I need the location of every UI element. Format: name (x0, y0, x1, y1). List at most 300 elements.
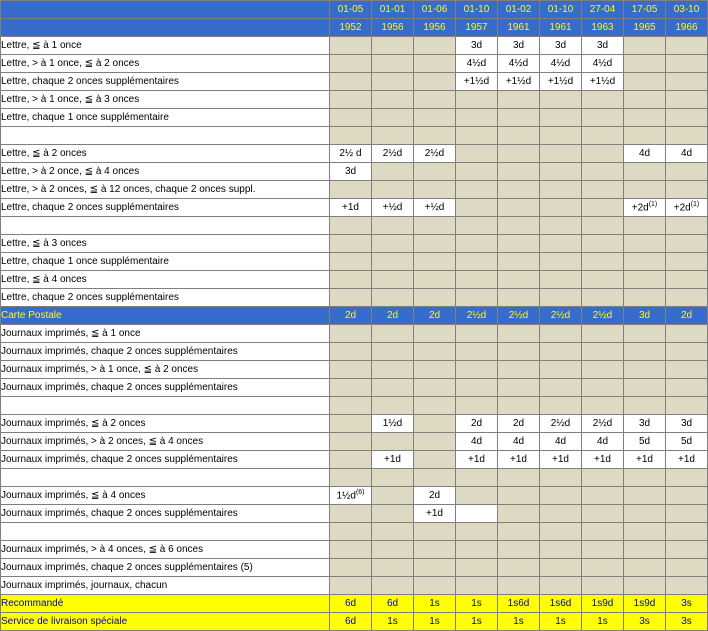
rate-cell (330, 55, 372, 73)
rate-cell (624, 559, 666, 577)
table-row (1, 541, 708, 559)
row-label: Journaux imprimés, ≦ à 1 once (1, 325, 330, 343)
rate-cell (456, 325, 498, 343)
row-label: Journaux imprimés, chaque 2 onces supplémentaires (1, 379, 330, 397)
rate-cell (456, 91, 498, 109)
rate-cell (372, 163, 414, 181)
rate-cell (666, 163, 708, 181)
rate-cell (624, 271, 666, 289)
rate-cell (624, 343, 666, 361)
rate-cell (498, 217, 540, 235)
rate-cell (624, 37, 666, 55)
rate-cell (540, 289, 582, 307)
rate-cell (414, 361, 456, 379)
rate-cell (372, 217, 414, 235)
rate-cell (456, 217, 498, 235)
rate-cell (540, 559, 582, 577)
rate-cell: 3d (666, 415, 708, 433)
row-label (1, 469, 330, 487)
rate-cell: 3d (582, 37, 624, 55)
rate-cell (498, 361, 540, 379)
row-label: Lettre, ≦ à 3 onces (1, 235, 330, 253)
rate-cell (372, 523, 414, 541)
rate-cell (498, 163, 540, 181)
row-label: Journaux imprimés, chaque 2 onces supplémentaires (1, 343, 330, 361)
rate-cell (666, 397, 708, 415)
rate-cell: +1d (414, 505, 456, 523)
table-row (1, 145, 708, 163)
rate-cell (372, 91, 414, 109)
rate-cell: 6d (372, 595, 414, 613)
rate-cell (666, 37, 708, 55)
rate-cell (582, 469, 624, 487)
rate-cell (414, 73, 456, 91)
rate-cell (414, 55, 456, 73)
column-header-year-5: 1961 (498, 19, 540, 37)
rate-cell (624, 181, 666, 199)
rate-cell (414, 523, 456, 541)
row-label: Service de livraison spéciale (1, 613, 330, 631)
row-label: Journaux imprimés, > à 4 onces, ≦ à 6 onces (1, 541, 330, 559)
rate-cell (582, 379, 624, 397)
column-header-date-top-4: 01-10 (456, 1, 498, 19)
rate-cell (456, 469, 498, 487)
row-label: Journaux imprimés, ≦ à 2 onces (1, 415, 330, 433)
row-label: Recommandé (1, 595, 330, 613)
table-row (1, 127, 708, 145)
rate-cell (624, 523, 666, 541)
rate-cell (582, 397, 624, 415)
row-label: Journaux imprimés, chaque 2 onces supplémentaires (1, 451, 330, 469)
rate-cell: 1s9d (624, 595, 666, 613)
table-row (1, 523, 708, 541)
rate-cell (666, 379, 708, 397)
rate-cell (498, 109, 540, 127)
rate-cell (372, 433, 414, 451)
rate-cell: 4½d (540, 55, 582, 73)
rate-cell (456, 253, 498, 271)
rate-cell (582, 235, 624, 253)
rate-cell (372, 37, 414, 55)
rate-cell: 3d (624, 415, 666, 433)
rate-cell (330, 379, 372, 397)
column-header-date-top-9: 03-10 (666, 1, 708, 19)
row-label: Journaux imprimés, > à 2 onces, ≦ à 4 onces (1, 433, 330, 451)
rate-cell (456, 541, 498, 559)
rate-cell (372, 235, 414, 253)
rate-cell (540, 271, 582, 289)
rate-cell (540, 145, 582, 163)
rate-cell: 1s (498, 613, 540, 631)
rate-cell (414, 235, 456, 253)
rate-cell (498, 469, 540, 487)
row-label: Journaux imprimés, > à 1 once, ≦ à 2 onces (1, 361, 330, 379)
rate-cell (582, 163, 624, 181)
rate-cell (624, 55, 666, 73)
rate-cell: 3s (666, 613, 708, 631)
rate-cell: 4d (540, 433, 582, 451)
rate-cell (498, 487, 540, 505)
rate-cell (330, 505, 372, 523)
rate-cell (666, 109, 708, 127)
rate-cell: 1s (456, 595, 498, 613)
table-row (1, 469, 708, 487)
rate-cell (582, 199, 624, 217)
rate-cell (414, 217, 456, 235)
table-row (1, 199, 708, 217)
column-header-year-1: 1952 (330, 19, 372, 37)
rate-cell (414, 289, 456, 307)
row-label: Lettre, > à 1 once, ≦ à 3 onces (1, 91, 330, 109)
rate-cell: 3d (540, 37, 582, 55)
rate-cell (666, 487, 708, 505)
column-header-date-top-7: 27-04 (582, 1, 624, 19)
rate-cell (540, 235, 582, 253)
table-row (1, 55, 708, 73)
rate-cell: 2d (414, 487, 456, 505)
rate-cell (456, 379, 498, 397)
rate-cell (666, 271, 708, 289)
rate-cell (414, 433, 456, 451)
rate-cell (498, 325, 540, 343)
rate-cell (414, 271, 456, 289)
rate-cell (330, 325, 372, 343)
rate-cell: $+2d^{(1)}$ (666, 199, 708, 217)
rate-cell (372, 361, 414, 379)
rate-cell (624, 361, 666, 379)
rate-cell (372, 325, 414, 343)
rate-cell (456, 289, 498, 307)
rate-cell: 4d (582, 433, 624, 451)
rate-cell (498, 397, 540, 415)
rate-cell: 1s9d (582, 595, 624, 613)
rate-cell (666, 361, 708, 379)
rate-cell (666, 235, 708, 253)
rate-cell (372, 505, 414, 523)
rate-cell (330, 523, 372, 541)
rate-cell (330, 37, 372, 55)
rate-cell (498, 523, 540, 541)
table-row (1, 289, 708, 307)
row-label (1, 217, 330, 235)
rate-cell: 5d (666, 433, 708, 451)
rate-cell: 1½d (372, 415, 414, 433)
table-row (1, 73, 708, 91)
rate-cell: 3d (330, 163, 372, 181)
rate-cell (582, 145, 624, 163)
rate-cell (330, 343, 372, 361)
table-row (1, 361, 708, 379)
rate-cell (456, 523, 498, 541)
table-row (1, 487, 708, 505)
rate-cell (666, 577, 708, 595)
row-label: Journaux imprimés, chaque 2 onces supplémentaires (5) (1, 559, 330, 577)
rate-cell (456, 343, 498, 361)
row-label: Lettre, > à 2 once, ≦ à 4 onces (1, 163, 330, 181)
rate-cell (582, 487, 624, 505)
rate-cell (414, 397, 456, 415)
rate-cell (456, 397, 498, 415)
column-header-year-4: 1957 (456, 19, 498, 37)
row-label: Lettre, ≦ à 2 onces (1, 145, 330, 163)
rate-cell (330, 559, 372, 577)
rate-cell (330, 235, 372, 253)
column-header-year-7: 1963 (582, 19, 624, 37)
rate-cell (624, 109, 666, 127)
rate-cell: +1d (624, 451, 666, 469)
rate-cell (414, 91, 456, 109)
rate-cell (414, 469, 456, 487)
table-row (1, 271, 708, 289)
rate-cell (498, 379, 540, 397)
rate-cell (582, 523, 624, 541)
column-header-year-3: 1956 (414, 19, 456, 37)
rate-cell (666, 559, 708, 577)
row-label: Lettre, ≦ à 4 onces (1, 271, 330, 289)
rate-cell: 1s (582, 613, 624, 631)
rate-cell (330, 271, 372, 289)
rate-cell (540, 541, 582, 559)
rate-cell (498, 289, 540, 307)
rate-cell: 2½d (540, 307, 582, 325)
rate-cell (540, 343, 582, 361)
header-row-date-top (1, 1, 708, 19)
rate-cell (666, 91, 708, 109)
rate-cell (372, 181, 414, 199)
row-label: Lettre, chaque 1 once supplémentaire (1, 109, 330, 127)
rate-cell: +1d (456, 451, 498, 469)
rate-cell: 4d (498, 433, 540, 451)
rate-cell (372, 397, 414, 415)
table-row (1, 325, 708, 343)
rate-cell: 2½d (414, 145, 456, 163)
rate-cell (456, 487, 498, 505)
rate-cell: 1s (414, 595, 456, 613)
rate-cell (624, 163, 666, 181)
rate-cell (540, 91, 582, 109)
row-label: Lettre, ≦ à 1 once (1, 37, 330, 55)
rate-cell (456, 199, 498, 217)
rate-cell (414, 253, 456, 271)
rate-cell (624, 325, 666, 343)
row-label: Lettre, > à 1 once, ≦ à 2 onces (1, 55, 330, 73)
rate-cell: 3s (624, 613, 666, 631)
rate-cell (666, 253, 708, 271)
rate-cell (414, 181, 456, 199)
rate-cell (540, 199, 582, 217)
rate-cell (414, 541, 456, 559)
rate-cell (498, 541, 540, 559)
rate-cell: $1\frac{1}{2}d^{(6)}$ (330, 487, 372, 505)
rate-cell: +1½d (498, 73, 540, 91)
header-row-year (1, 19, 708, 37)
rate-cell: 2d (666, 307, 708, 325)
rate-cell (540, 523, 582, 541)
rate-cell (624, 397, 666, 415)
rate-cell (456, 505, 498, 523)
rate-cell (624, 577, 666, 595)
header-corner-cell (1, 1, 330, 19)
table-body (1, 37, 708, 631)
table-row (1, 343, 708, 361)
rate-cell (456, 127, 498, 145)
rate-cell (330, 109, 372, 127)
rate-cell (414, 109, 456, 127)
rate-cell: 2d (330, 307, 372, 325)
table-row (1, 109, 708, 127)
rate-cell (498, 253, 540, 271)
rate-cell (498, 181, 540, 199)
rate-cell (624, 541, 666, 559)
rate-cell (666, 55, 708, 73)
rate-cell (414, 163, 456, 181)
row-label (1, 397, 330, 415)
rate-cell: 2d (456, 415, 498, 433)
rate-cell (372, 343, 414, 361)
table-row (1, 397, 708, 415)
rate-cell (456, 109, 498, 127)
rate-cell: 3d (456, 37, 498, 55)
column-header-year-9: 1966 (666, 19, 708, 37)
rate-cell (414, 127, 456, 145)
rate-cell (582, 541, 624, 559)
rate-cell (372, 379, 414, 397)
rate-cell (372, 109, 414, 127)
rate-cell (330, 541, 372, 559)
rate-cell (540, 325, 582, 343)
rate-cell (372, 127, 414, 145)
rate-cell: 3d (498, 37, 540, 55)
rate-cell: 4d (624, 145, 666, 163)
rate-cell (372, 253, 414, 271)
rate-cell: 2½d (372, 145, 414, 163)
rate-cell: 1s6d (540, 595, 582, 613)
rate-cell (624, 469, 666, 487)
row-label (1, 127, 330, 145)
rate-cell (330, 397, 372, 415)
row-label: Lettre, chaque 2 onces supplémentaires (1, 289, 330, 307)
rate-cell: 2d (414, 307, 456, 325)
rate-cell (372, 289, 414, 307)
table-row (1, 235, 708, 253)
rate-cell: 2½d (498, 307, 540, 325)
rate-cell (540, 163, 582, 181)
rate-cell (582, 127, 624, 145)
table-row (1, 415, 708, 433)
column-header-year-6: 1961 (540, 19, 582, 37)
rate-cell (540, 127, 582, 145)
rate-cell (582, 109, 624, 127)
row-label: Lettre, chaque 2 onces supplémentaires (1, 73, 330, 91)
rate-cell (624, 379, 666, 397)
rate-cell (372, 487, 414, 505)
rate-cell: 2½ d (330, 145, 372, 163)
table-row (1, 577, 708, 595)
rate-cell (456, 271, 498, 289)
rate-cell (624, 235, 666, 253)
table-row (1, 181, 708, 199)
rate-cell (624, 73, 666, 91)
rate-cell: +½d (372, 199, 414, 217)
rate-cell (330, 361, 372, 379)
rate-cell (330, 451, 372, 469)
rate-cell: +1d (666, 451, 708, 469)
rate-cell (540, 577, 582, 595)
rate-cell: 4½d (582, 55, 624, 73)
rate-cell (456, 577, 498, 595)
rate-cell (372, 55, 414, 73)
rate-cell: 3d (624, 307, 666, 325)
rate-cell (330, 73, 372, 91)
rate-cell (372, 469, 414, 487)
column-header-date-top-1: 01-05 (330, 1, 372, 19)
row-label: Journaux imprimés, chaque 2 onces supplémentaires (1, 505, 330, 523)
rate-cell (498, 559, 540, 577)
rate-cell (456, 361, 498, 379)
rate-cell (666, 127, 708, 145)
rate-cell: +1d (372, 451, 414, 469)
rate-cell (498, 199, 540, 217)
rate-cell: +1d (582, 451, 624, 469)
rate-cell: 4½d (456, 55, 498, 73)
rate-cell (330, 127, 372, 145)
rate-cell (540, 397, 582, 415)
rate-cell: +1d (498, 451, 540, 469)
rate-cell (330, 253, 372, 271)
rate-cell: 4½d (498, 55, 540, 73)
rate-cell (456, 163, 498, 181)
rate-cell (666, 181, 708, 199)
table-row (1, 595, 708, 613)
rate-cell: 5d (624, 433, 666, 451)
rate-cell: 2½d (582, 415, 624, 433)
column-header-date-top-5: 01-02 (498, 1, 540, 19)
rate-cell (666, 541, 708, 559)
table-row (1, 37, 708, 55)
rate-cell (540, 181, 582, 199)
rate-cell: 4d (666, 145, 708, 163)
rate-cell (372, 559, 414, 577)
rate-cell (414, 415, 456, 433)
rate-cell (498, 235, 540, 253)
rate-cell (582, 325, 624, 343)
row-label: Lettre, chaque 1 once supplémentaire (1, 253, 330, 271)
rate-cell (330, 415, 372, 433)
rate-cell (582, 343, 624, 361)
rate-cell: +1½d (540, 73, 582, 91)
column-header-date-top-2: 01-01 (372, 1, 414, 19)
rate-cell (414, 325, 456, 343)
rate-cell (624, 289, 666, 307)
rate-cell: +1d (330, 199, 372, 217)
rate-cell (456, 235, 498, 253)
rate-cell (330, 217, 372, 235)
rate-cell (666, 523, 708, 541)
rate-cell (540, 253, 582, 271)
rate-cell (498, 577, 540, 595)
column-header-date-top-8: 17-05 (624, 1, 666, 19)
rate-cell (582, 271, 624, 289)
rate-cell (414, 577, 456, 595)
rate-cell (498, 343, 540, 361)
rate-cell (624, 217, 666, 235)
rate-cell (582, 91, 624, 109)
table-row (1, 91, 708, 109)
row-label: Lettre, > à 2 onces, ≦ à 12 onces, chaque 2 onces suppl. (1, 181, 330, 199)
rate-cell: 1s (456, 613, 498, 631)
rate-cell: 1s (372, 613, 414, 631)
rate-cell (540, 505, 582, 523)
